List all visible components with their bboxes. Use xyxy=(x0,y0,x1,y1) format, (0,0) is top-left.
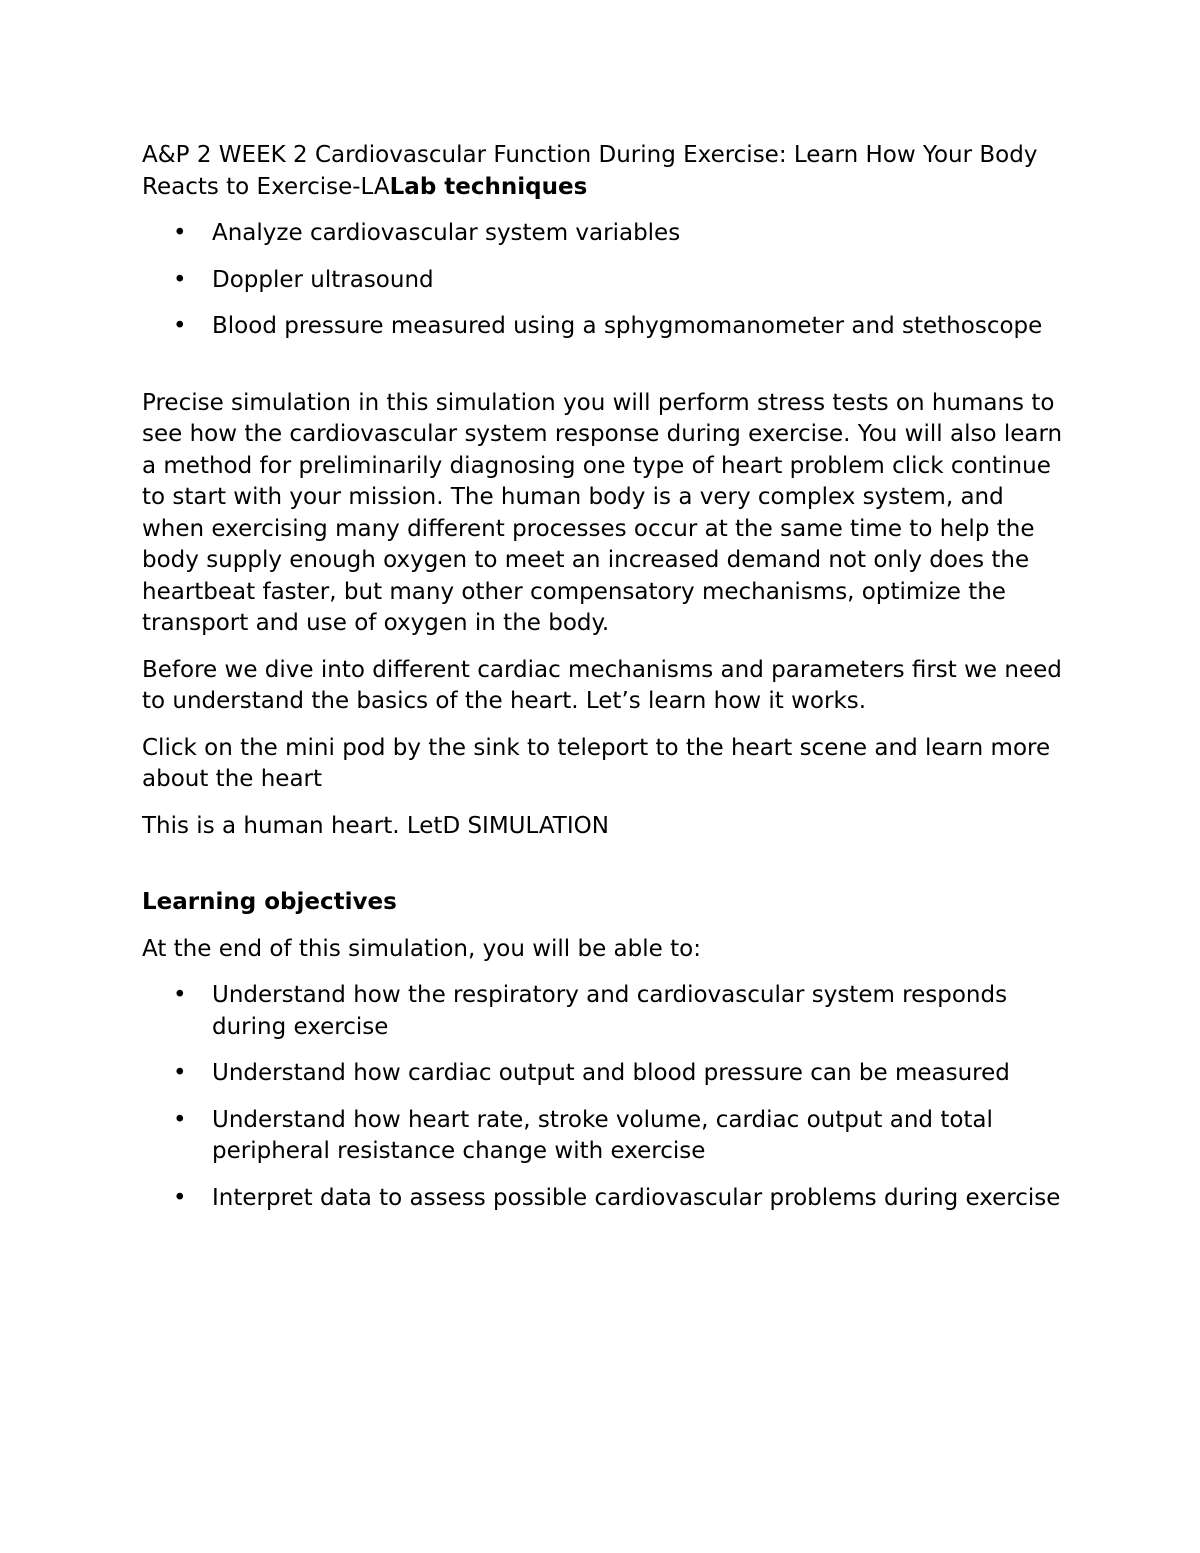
bullet-icon: • xyxy=(173,982,187,1008)
list-item-text: Blood pressure measured using a sphygmomanometer and stethoscope xyxy=(212,313,1043,339)
document-page xyxy=(142,140,1072,1229)
paragraph: Click on the mini pod by the sink to teleport to the heart scene and learn more about the heart xyxy=(142,734,1051,792)
document-title xyxy=(142,140,1072,203)
bullet-icon: • xyxy=(173,266,187,293)
paragraph: Before we dive into different cardiac mechanisms and parameters first we need to understand the basics of the heart. Let’s learn how it works. xyxy=(142,656,1062,714)
list-item xyxy=(142,980,1072,1043)
blank-line xyxy=(142,857,1072,887)
list-item-text: Understand how cardiac output and blood pressure can be measured xyxy=(212,1060,1010,1086)
title-line-1: A&P 2 WEEK 2 Cardiovascular Function During Exercise: Learn How Your Body xyxy=(142,142,1038,168)
learning-objectives-intro: At the end of this simulation, you will be able to: xyxy=(142,935,701,962)
lab-techniques-heading: Lab techniques xyxy=(389,173,588,200)
bullet-icon: • xyxy=(173,1106,187,1133)
learning-objectives-list xyxy=(142,980,1072,1214)
list-item xyxy=(142,218,1072,250)
bullet-icon: • xyxy=(173,1060,187,1086)
blank-line xyxy=(142,358,1072,388)
list-item xyxy=(142,1105,1072,1168)
list-item xyxy=(142,1183,1072,1215)
lab-techniques-list xyxy=(142,218,1072,343)
list-item-text: Analyze cardiovascular system variables xyxy=(212,220,681,246)
list-item-text: Understand how heart rate, stroke volume, cardiac output and total peripheral resistance change with exercise xyxy=(212,1106,993,1164)
bullet-icon: • xyxy=(173,1184,187,1211)
list-item xyxy=(142,265,1072,297)
paragraph: This is a human heart. LetD SIMULATION xyxy=(142,812,609,839)
learning-objectives-heading: Learning objectives xyxy=(142,889,397,915)
list-item-text: Understand how the respiratory and cardiovascular system responds during exercise xyxy=(212,982,1008,1040)
bullet-icon: • xyxy=(173,220,187,246)
title-line-2: Reacts to Exercise-LA xyxy=(142,173,390,200)
list-item xyxy=(142,311,1072,343)
bullet-icon: • xyxy=(173,313,187,339)
list-item-text: Interpret data to assess possible cardiovascular problems during exercise xyxy=(212,1184,1061,1211)
list-item xyxy=(142,1058,1072,1090)
list-item-text: Doppler ultrasound xyxy=(212,266,434,293)
paragraph: Precise simulation in this simulation you will perform stress tests on humans to see how the cardiovascular system response during exercise. You will also learn a method for preliminarily diagnosing one type of heart problem click continue to start with your mission. The human body is a very complex system, and when exercising many different processes occur at the same time to help the body supply enough oxygen to meet an increased demand not only does the heartbeat faster, but many other compensatory mechanisms, optimize the transport and use of oxygen in the body. xyxy=(142,389,1063,636)
